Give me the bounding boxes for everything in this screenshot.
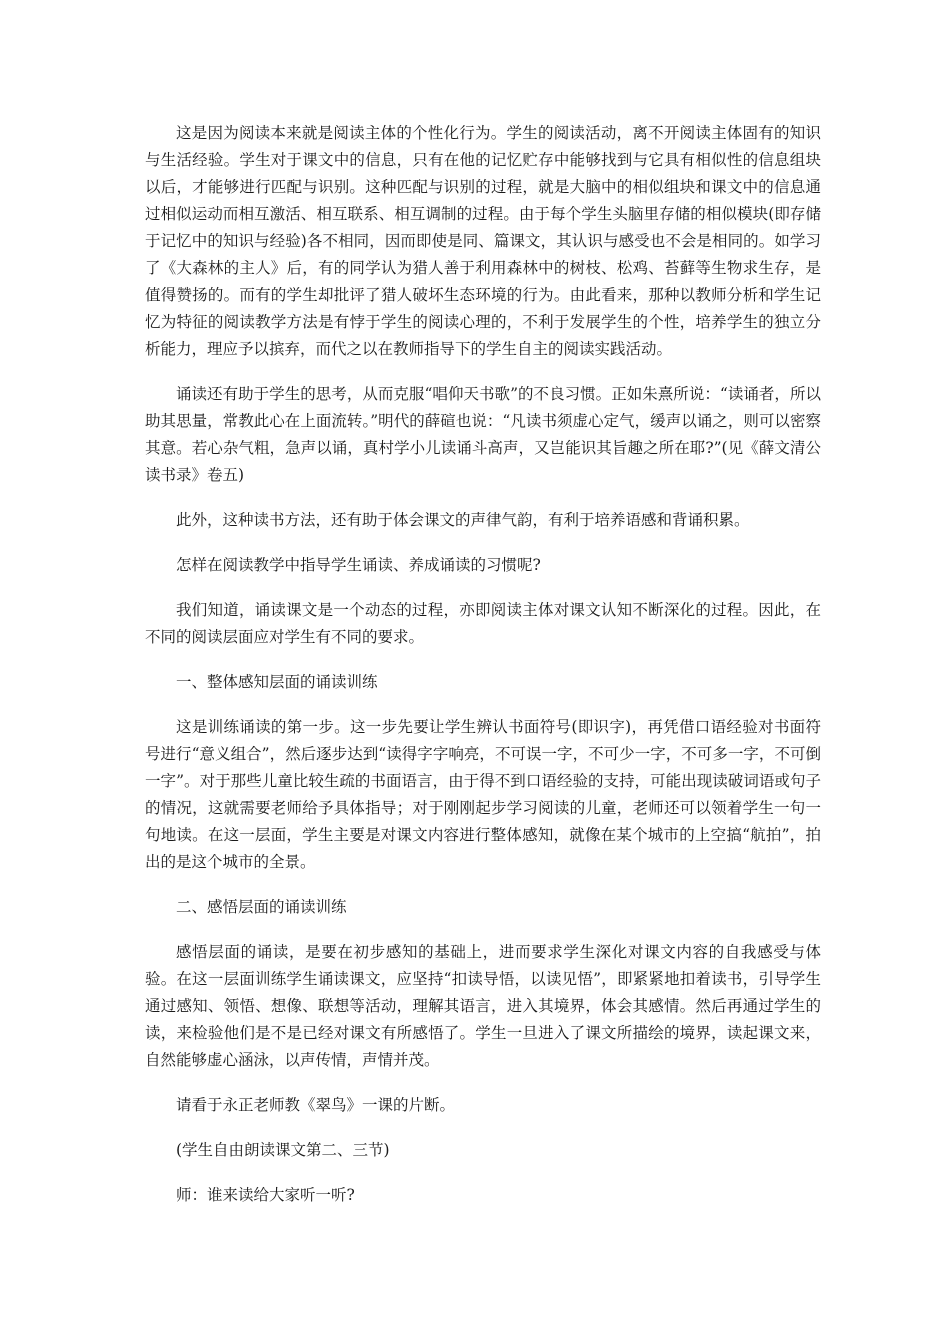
paragraph-reciting-thinking: 诵读还有助于学生的思考，从而克服“唱仰天书歌”的不良习惯。正如朱熹所说：“读诵者，所以助其思量，常教此心在上面流转。”明代的薛碹也说：“凡读书须虚心定气，缓声以诵之，则可以密察其意。若心杂气粗，急声以诵，真村学小儿读诵斗高声，又岂能识其旨趣之所在耶?”(见《薛文清公读书录》卷五) [145,385,821,484]
paragraph-first-step: 这是训练诵读的第一步。这一步先要让学生辨认书面符号(即识字)，再凭借口语经验对书面符号进行“意义组合”，然后逐步达到“读得字字响亮，不可误一字，不可少一字，不可多一字，不可倒一字”。对于那些儿童比较生疏的书面语言，由于得不到口语经验的支持，可能出现读破词语或句子的情况，这就需要老师给予具体指导；对于刚刚起步学习阅读的儿童，老师还可以领着学生一句一句地读。在这一层面，学生主要是对课文内容进行整体感知，就像在某个城市的上空搞“航拍”，拍出的是这个城市的全景。 [145,718,821,871]
paragraph-reading-individuality: 这是因为阅读本来就是阅读主体的个性化行为。学生的阅读活动，离不开阅读主体固有的知识与生活经验。学生对于课文中的信息，只有在他的记忆贮存中能够找到与它具有相似性的信息组块以后，才能够进行匹配与识别。这种匹配与识别的过程，就是大脑中的相似组块和课文中的信息通过相似运动而相互激活、相互联系、相互调制的过程。由于每个学生头脑里存储的相似模块(即存储于记忆中的知识与经验)各不相同，因而即使是同、篇课文，其认识与感受也不会是相同的。如学习了《大森林的主人》后，有的同学认为猎人善于利用森林中的树枝、松鸡、苔藓等生物求生存，是值得赞扬的。而有的学生却批评了猎人破坏生态环境的行为。由此看来，那种以教师分析和学生记忆为特征的阅读教学方法是有悖于学生的阅读心理的，不利于发展学生的个性，培养学生的独立分析能力，理应予以摈弃，而代之以在教师指导下的学生自主的阅读实践活动。 [145,124,821,358]
paragraph-question: 怎样在阅读教学中指导学生诵读、养成诵读的习惯呢? [176,556,541,574]
paragraph-example-intro: 请看于永正老师教《翠鸟》一课的片断。 [176,1096,456,1114]
paragraph-rhythm: 此外，这种读书方法，还有助于体会课文的声律气韵，有利于培养语感和背诵积累。 [176,511,750,529]
paragraph-dynamic-process: 我们知道，诵读课文是一个动态的过程，亦即阅读主体对课文认知不断深化的过程。因此，在不同的阅读层面应对学生有不同的要求。 [145,601,821,646]
document-page [145,120,821,1227]
paragraph-teacher-line: 师：谁来读给大家听一听? [176,1186,355,1204]
section-heading-overall-perception: 一、整体感知层面的诵读训练 [176,673,378,691]
paragraph-stage-direction: (学生自由朗读课文第二、三节) [176,1141,390,1159]
section-heading-perception-level: 二、感悟层面的诵读训练 [176,898,347,916]
paragraph-perception-reading: 感悟层面的诵读，是要在初步感知的基础上，进而要求学生深化对课文内容的自我感受与体验。在这一层面训练学生诵读课文，应坚持“扣读导悟，以读见悟”，即紧紧地扣着读书，引导学生通过感知、领悟、想像、联想等活动，理解其语言，进入其境界，体会其感情。然后再通过学生的读，来检验他们是不是已经对课文有所感悟了。学生一旦进入了课文所描绘的境界，读起课文来，自然能够虚心涵泳，以声传情，声情并茂。 [145,943,821,1069]
